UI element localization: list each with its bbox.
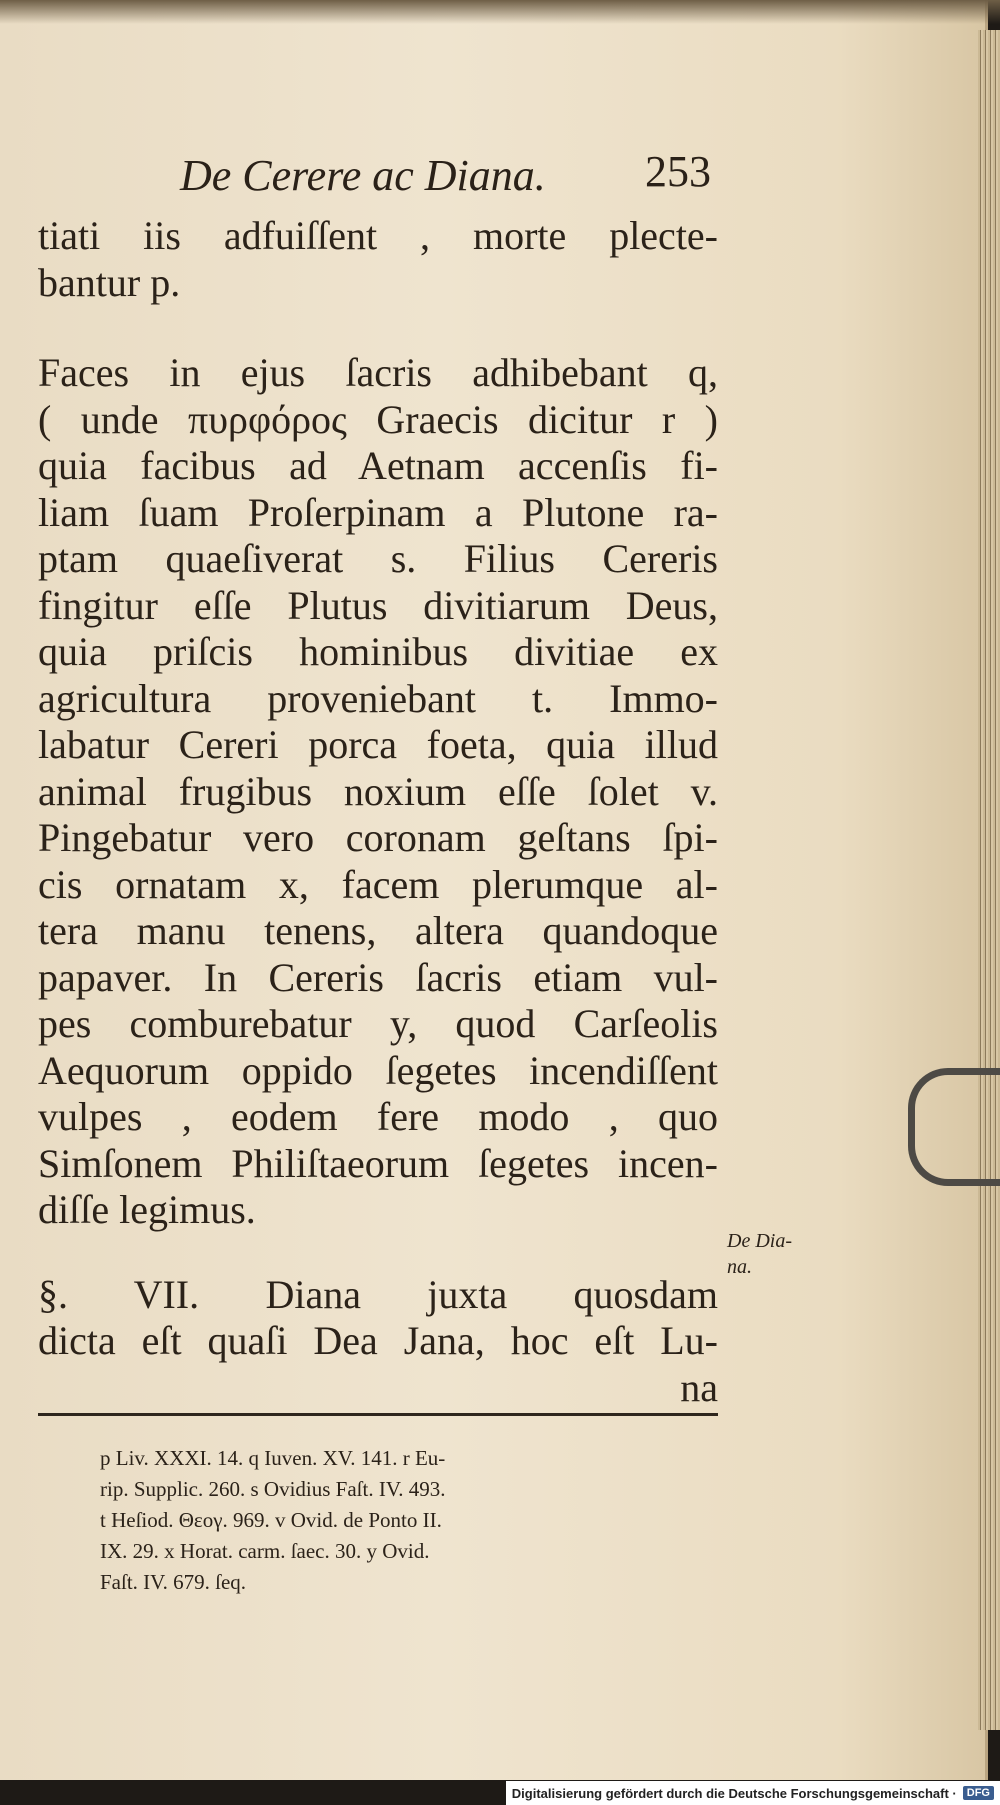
top-shadow — [0, 0, 1000, 24]
text-line: Pingebatur vero coronam geſtans ſpi- — [38, 815, 718, 860]
text-line: Simſonem Philiſtaeorum ſegetes incen- — [38, 1140, 718, 1186]
footnote-line: t Heſiod. Θεογ. 969. v Ovid. de Ponto II. — [100, 1508, 442, 1532]
text-line: §. VII. Diana juxta quosdam — [38, 1271, 718, 1317]
text-line: quia facibus ad Aetnam accenſis fi- — [38, 443, 718, 488]
text-line: ptam quaeſiverat s. Filius Cereris — [38, 536, 718, 581]
body-text — [38, 213, 718, 1411]
paragraph-gap — [38, 1234, 718, 1272]
text-line: fingitur eſſe Plutus divitiarum Deus, — [38, 582, 718, 628]
footnote-line: IX. 29. x Horat. carm. ſaec. 30. y Ovid. — [100, 1539, 430, 1563]
text-line: cis ornatam x, facem plerumque al- — [38, 861, 718, 907]
text-line: animal frugibus noxium eſſe ſolet v. — [38, 768, 718, 814]
text-line: quia priſcis hominibus divitiae ex — [38, 629, 718, 674]
footnote-line: Faſt. IV. 679. ſeq. — [100, 1570, 247, 1594]
text-line: papaver. In Cereris ſacris etiam vul- — [38, 954, 718, 1000]
catchword: na — [680, 1364, 718, 1410]
margin-note-line: De Dia- — [727, 1230, 792, 1252]
paragraph-gap — [38, 306, 718, 350]
page-clip — [908, 1068, 1000, 1186]
text-line: Aequorum oppido ſegetes incendiſſent — [38, 1047, 718, 1093]
text-line: vulpes , eodem fere modo , quo — [38, 1094, 718, 1139]
text-line: dicta eſt quaſi Dea Jana, hoc eſt Lu- — [38, 1318, 718, 1363]
dfg-logo: DFG — [963, 1786, 994, 1800]
footnote-rule — [38, 1413, 718, 1416]
text-line: tiati iis adfuiſſent , morte plecte- — [38, 213, 718, 258]
text-line: bantur p. — [38, 259, 181, 305]
page-header — [0, 147, 985, 210]
text-line: labatur Cereri porca foeta, quia illud — [38, 722, 718, 767]
page-number: 253 — [645, 147, 711, 196]
text-line: agricultura proveniebant t. Immo- — [38, 675, 718, 721]
running-head: De Cerere ac Diana. — [180, 151, 546, 200]
digitization-credit — [506, 1781, 1000, 1805]
footnote-line: p Liv. XXXI. 14. q Iuven. XV. 141. r Eu- — [100, 1446, 446, 1470]
text-line: pes comburebatur y, quod Carſeolis — [38, 1001, 718, 1046]
text-line: tera manu tenens, altera quandoque — [38, 908, 718, 953]
credit-text: Digitalisierung gefördert durch die Deutsche Forschungsgemeinschaft · — [511, 1785, 957, 1801]
text-line: ( unde πυρφόρος Graecis dicitur r ) — [38, 396, 718, 442]
text-line: Faces in ejus ſacris adhibebant q, — [38, 350, 718, 395]
text-line: liam ſuam Proſerpinam a Plutone ra- — [38, 489, 718, 535]
page-edges — [978, 30, 1000, 1730]
margin-note — [727, 1228, 837, 1280]
footnote-line: rip. Supplic. 260. s Ovidius Faſt. IV. 493. — [100, 1477, 446, 1501]
margin-note-line: na. — [727, 1256, 752, 1278]
footnotes — [100, 1443, 750, 1598]
text-line: diſſe legimus. — [38, 1187, 256, 1232]
